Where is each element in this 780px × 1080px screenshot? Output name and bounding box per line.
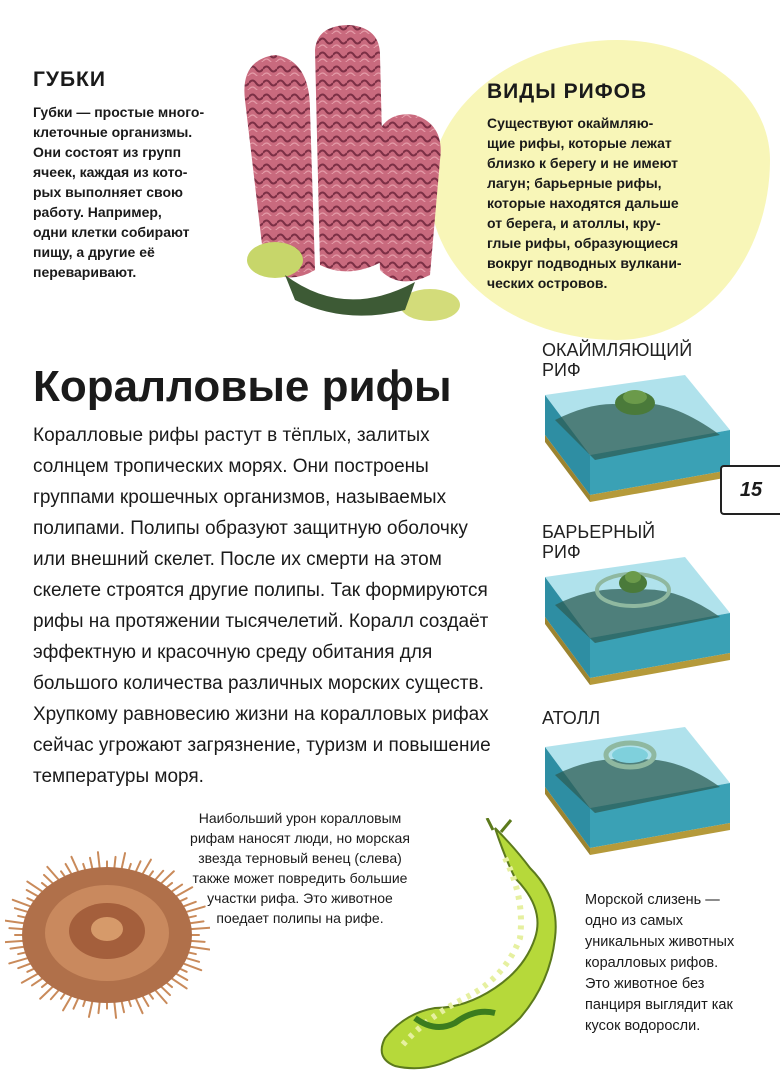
caption-line: также может повредить большие [192, 870, 408, 886]
sea-slug-illustration [355, 818, 570, 1073]
text-line: группами крошечных организмов, называемых [33, 487, 447, 508]
text-line: сейчас угрожают загрязнение, туризм и повышение [33, 735, 491, 756]
text-line: глые рифы, образующиеся [487, 235, 679, 251]
caption-line: панциря выглядит как [585, 997, 733, 1013]
text-line: солнцем тропических морях. Они построены [33, 456, 429, 477]
caption-line: Это животное без [585, 976, 705, 992]
caption-line: Морской слизень — [585, 892, 720, 908]
sponge-illustration [235, 20, 470, 330]
text-line: близко к берегу и не имеют [487, 155, 679, 171]
text-line: рифы на протяжении тысячелетий. Коралл создаёт [33, 611, 489, 632]
label-line: БАРЬЕРНЫЙ [542, 522, 656, 542]
text-line: полипами. Полипы образуют защитную оболочку [33, 518, 468, 539]
text-line: одни клетки собирают [33, 224, 190, 240]
label-line: ОКАЙМЛЯЮЩИЙ [542, 340, 693, 360]
barrier-reef-diagram [535, 555, 735, 695]
reef-types-heading: ВИДЫ РИФОВ [487, 80, 648, 103]
caption-line: одно из самых [585, 913, 684, 929]
sponges-text [33, 102, 243, 282]
caption-line: поедает полипы на рифе. [216, 910, 384, 926]
caption-line: рифам наносят люди, но морская [190, 830, 410, 846]
page-number: 15 [720, 465, 780, 515]
main-body-text [33, 420, 513, 792]
text-line: вокруг подводных вулкани- [487, 255, 682, 271]
text-line: от берега, и атоллы, кру- [487, 215, 661, 231]
text-line: Хрупкому равновесию жизни на коралловых рифах [33, 704, 489, 725]
text-line: большого количества различных морских существ. [33, 673, 484, 694]
label-line: РИФ [542, 542, 581, 562]
text-line: работу. Например, [33, 204, 162, 220]
text-line: Коралловые рифы растут в тёплых, залитых [33, 425, 430, 446]
caption-line: кусок водоросли. [585, 1018, 701, 1034]
text-line: щие рифы, которые лежат [487, 135, 672, 151]
text-line: рых выполняет свою [33, 184, 183, 200]
text-line: Губки — простые много- [33, 104, 205, 120]
fringing-reef-diagram [535, 375, 735, 510]
caption-line: уникальных животных [585, 934, 735, 950]
text-line: температуры моря. [33, 766, 204, 787]
text-line: скелете строятся другие полипы. Так формируются [33, 580, 488, 601]
page-title: Коралловые рифы [33, 362, 452, 411]
text-line: пищу, а другие её [33, 244, 155, 260]
text-line: лагун; барьерные рифы, [487, 175, 662, 191]
fringing-reef-label [542, 340, 692, 380]
caption-line: звезда терновый венец (слева) [198, 850, 402, 866]
text-line: переваривают. [33, 264, 137, 280]
text-line: которые находятся дальше [487, 195, 679, 211]
sea-slug-caption [585, 890, 775, 1037]
sponges-heading: ГУБКИ [33, 68, 106, 91]
text-line: клеточные организмы. [33, 124, 193, 140]
text-line: ческих островов. [487, 275, 608, 291]
text-line: ячеек, каждая из кото- [33, 164, 188, 180]
caption-line: Наибольший урон коралловым [198, 810, 402, 826]
text-line: эффектную и красочную среду обитания для [33, 642, 433, 663]
caption-line: участки рифа. Это животное [207, 890, 393, 906]
text-line: или внешний скелет. После их смерти на этом [33, 549, 442, 570]
text-line: Существуют окаймляю- [487, 115, 654, 131]
crown-of-thorns-starfish-illustration [5, 845, 210, 1020]
caption-line: коралловых рифов. [585, 955, 719, 971]
label-line: АТОЛЛ [542, 708, 601, 728]
text-line: Они состоят из групп [33, 144, 182, 160]
label-line: РИФ [542, 360, 581, 380]
reef-types-text [487, 113, 727, 293]
